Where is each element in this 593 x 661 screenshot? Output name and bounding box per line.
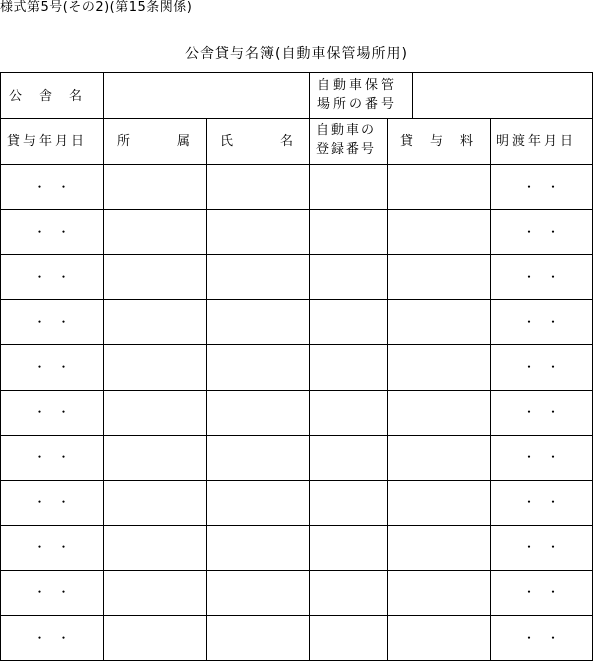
header-taiyo-date: 貸与年月日 xyxy=(7,134,88,149)
taiyo-date-placeholder: ・ ・ xyxy=(33,631,70,645)
header-touroku-line1: 自動車の xyxy=(316,123,377,138)
taiyo-date-placeholder: ・ ・ xyxy=(33,180,70,194)
table-row-line xyxy=(0,615,593,616)
table-row-line xyxy=(0,344,593,345)
akewatashi-date-placeholder: ・ ・ xyxy=(522,450,559,464)
column-divider xyxy=(103,118,104,661)
taiyo-date-placeholder: ・ ・ xyxy=(33,585,70,599)
top-row-divider xyxy=(309,72,310,118)
taiyo-date-placeholder: ・ ・ xyxy=(33,315,70,329)
column-divider xyxy=(387,118,388,661)
taiyo-date-placeholder: ・ ・ xyxy=(33,360,70,374)
akewatashi-date-placeholder: ・ ・ xyxy=(522,631,559,645)
akewatashi-date-placeholder: ・ ・ xyxy=(522,585,559,599)
akewatashi-date-placeholder: ・ ・ xyxy=(522,495,559,509)
document-title: 公舎貸与名簿(自動車保管場所用) xyxy=(185,46,408,62)
column-divider xyxy=(490,118,491,661)
table-border-top xyxy=(0,72,593,73)
header-shozoku: 所 属 xyxy=(117,134,193,149)
column-divider xyxy=(309,118,310,661)
taiyo-date-placeholder: ・ ・ xyxy=(33,450,70,464)
akewatashi-date-placeholder: ・ ・ xyxy=(522,360,559,374)
koshamei-label: 公 舎 名 xyxy=(9,89,85,104)
akewatashi-date-placeholder: ・ ・ xyxy=(522,270,559,284)
akewatashi-date-placeholder: ・ ・ xyxy=(522,180,559,194)
header-taiyoryo: 貸 与 料 xyxy=(400,134,476,149)
akewatashi-date-placeholder: ・ ・ xyxy=(522,405,559,419)
table-row-line xyxy=(0,254,593,255)
header-shimei: 氏 名 xyxy=(220,134,296,149)
table-row-line xyxy=(0,525,593,526)
top-row-divider xyxy=(412,72,413,118)
header-akewatashi-date: 明渡年月日 xyxy=(496,134,577,149)
table-line-header-2 xyxy=(0,164,593,165)
hokan-basho-label-line1: 自動車保管 xyxy=(317,78,398,93)
table-line-header-1 xyxy=(0,118,593,119)
akewatashi-date-placeholder: ・ ・ xyxy=(522,315,559,329)
akewatashi-date-placeholder: ・ ・ xyxy=(522,225,559,239)
taiyo-date-placeholder: ・ ・ xyxy=(33,225,70,239)
table-row-line xyxy=(0,570,593,571)
taiyo-date-placeholder: ・ ・ xyxy=(33,495,70,509)
header-touroku-line2: 登録番号 xyxy=(316,142,377,157)
taiyo-date-placeholder: ・ ・ xyxy=(33,405,70,419)
top-row-divider xyxy=(103,72,104,118)
table-row-line xyxy=(0,480,593,481)
taiyo-date-placeholder: ・ ・ xyxy=(33,540,70,554)
form-number-label: 様式第5号(その2)(第15条関係) xyxy=(0,0,193,15)
table-row-line xyxy=(0,390,593,391)
akewatashi-date-placeholder: ・ ・ xyxy=(522,540,559,554)
hokan-basho-label-line2: 場所の番号 xyxy=(317,97,398,112)
table-row-line xyxy=(0,435,593,436)
table-row-line xyxy=(0,209,593,210)
table-row-line xyxy=(0,299,593,300)
column-divider xyxy=(206,118,207,661)
taiyo-date-placeholder: ・ ・ xyxy=(33,270,70,284)
